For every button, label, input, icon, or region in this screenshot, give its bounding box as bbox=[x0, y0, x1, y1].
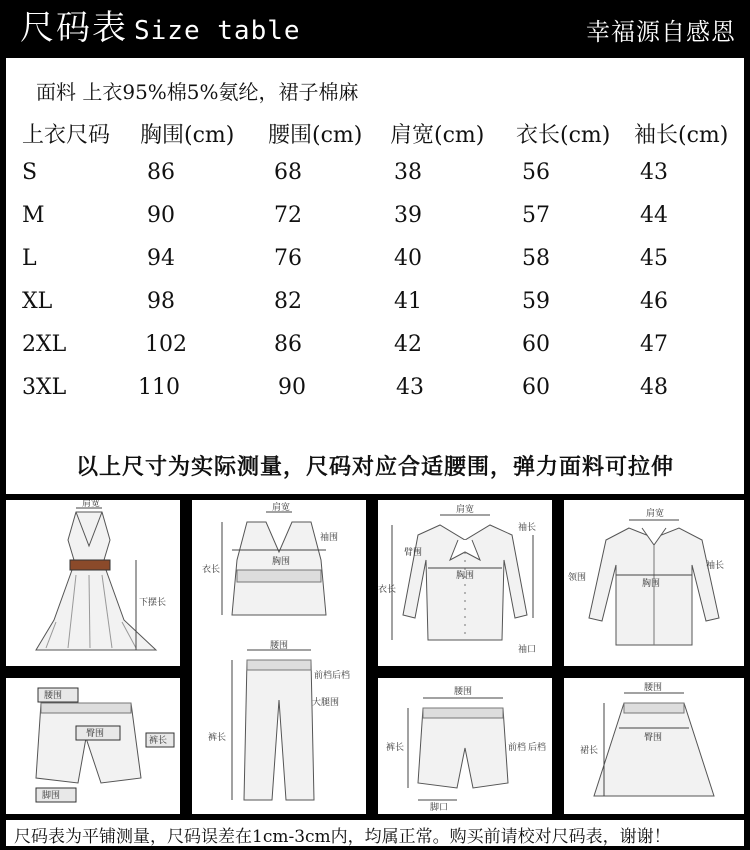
shorts-hip-label: 臀围 bbox=[86, 729, 105, 739]
table-header-cell: 袖长(cm) bbox=[634, 123, 729, 148]
table-value-cell: 110 bbox=[138, 375, 180, 400]
table-value-cell: 58 bbox=[522, 246, 550, 271]
pants-back-rise-label: 后档 bbox=[332, 671, 351, 681]
table-value-cell: 86 bbox=[274, 332, 302, 357]
table-size-cell: 3XL bbox=[22, 375, 67, 400]
table-value-cell: 76 bbox=[274, 246, 302, 271]
brand-slogan: 幸福源自感恩 bbox=[586, 18, 736, 46]
blouse-sleeve-label: 袖长 bbox=[518, 523, 537, 533]
table-value-cell: 68 bbox=[274, 160, 302, 185]
skirt-waist-label: 腰围 bbox=[644, 683, 663, 693]
table-value-cell: 38 bbox=[394, 160, 422, 185]
table-size-cell: L bbox=[22, 246, 37, 271]
table-value-cell: 57 bbox=[522, 203, 550, 228]
top-shoulder-label: 肩宽 bbox=[272, 503, 291, 513]
measure-note: 以上尺寸为实际测量，尺码对应合适腰围，弹力面料可拉伸 bbox=[75, 454, 674, 480]
diagram-area bbox=[0, 494, 750, 820]
blouse-diagram bbox=[378, 500, 552, 666]
table-value-cell: 43 bbox=[640, 160, 668, 185]
footer-box bbox=[6, 820, 744, 846]
top-chest-label: 胸围 bbox=[272, 557, 291, 567]
hot-shorts-front-rise-label: 前档 bbox=[508, 743, 527, 753]
table-header-cell: 肩宽(cm) bbox=[390, 123, 485, 148]
blouse-armhole-label: 臂围 bbox=[404, 548, 423, 558]
table-size-cell: M bbox=[22, 203, 45, 228]
table-size-cell: S bbox=[22, 160, 38, 185]
title-bar bbox=[0, 0, 750, 58]
shorts-hem-label: 脚围 bbox=[42, 791, 61, 801]
table-value-cell: 90 bbox=[278, 375, 306, 400]
shorts-waist-label: 腰围 bbox=[44, 691, 63, 701]
table-size-cell: 2XL bbox=[22, 332, 67, 357]
table-value-cell: 56 bbox=[522, 160, 550, 185]
table-value-cell: 102 bbox=[145, 332, 187, 357]
blouse-length-label: 衣长 bbox=[378, 585, 397, 595]
shirt-diagram bbox=[564, 500, 744, 666]
dress-shoulder-label: 肩宽 bbox=[82, 500, 101, 509]
table-value-cell: 41 bbox=[394, 289, 422, 314]
table-value-cell: 72 bbox=[274, 203, 302, 228]
pants-front-rise-label: 前档 bbox=[314, 671, 333, 681]
size-info bbox=[0, 58, 750, 494]
hot-shorts-hem-label: 脚口 bbox=[430, 803, 449, 813]
title-en: Size table bbox=[134, 16, 301, 46]
dress-length-label: 下摆长 bbox=[139, 598, 167, 608]
table-value-cell: 48 bbox=[640, 375, 668, 400]
skirt-hip-label: 臀围 bbox=[644, 733, 663, 743]
table-value-cell: 40 bbox=[394, 246, 422, 271]
table-value-cell: 59 bbox=[522, 289, 550, 314]
top-pants-diagram bbox=[192, 500, 366, 814]
table-value-cell: 47 bbox=[640, 332, 668, 357]
pants-waist-label: 腰围 bbox=[270, 641, 289, 651]
shirt-shoulder-label: 肩宽 bbox=[646, 509, 665, 519]
hot-shorts-diagram bbox=[378, 678, 552, 814]
shirt-sleeve-label: 袖长 bbox=[706, 561, 725, 571]
blouse-chest-label: 胸围 bbox=[456, 571, 475, 581]
table-header-cell: 衣长(cm) bbox=[516, 123, 611, 148]
skirt-length-label: 裙长 bbox=[580, 746, 599, 756]
table-header-cell: 腰围(cm) bbox=[268, 123, 363, 148]
pants-length-label: 裤长 bbox=[208, 733, 227, 743]
table-value-cell: 39 bbox=[394, 203, 422, 228]
table-value-cell: 42 bbox=[394, 332, 422, 357]
skirt-diagram bbox=[564, 678, 744, 814]
fabric-note: 面料 上衣95%棉5%氨纶，裙子棉麻 bbox=[36, 80, 359, 104]
table-value-cell: 94 bbox=[147, 246, 175, 271]
shorts-length-label: 裤长 bbox=[149, 736, 168, 746]
table-value-cell: 60 bbox=[522, 375, 550, 400]
top-length-label: 衣长 bbox=[202, 565, 221, 575]
page-title bbox=[20, 6, 301, 53]
hot-shorts-back-rise-label: 后档 bbox=[528, 743, 547, 753]
table-value-cell: 45 bbox=[640, 246, 668, 271]
table-value-cell: 82 bbox=[274, 289, 302, 314]
table-value-cell: 60 bbox=[522, 332, 550, 357]
table-value-cell: 46 bbox=[640, 289, 668, 314]
table-value-cell: 98 bbox=[147, 289, 175, 314]
hot-shorts-waist-label: 腰围 bbox=[454, 687, 473, 697]
dress-diagram bbox=[6, 500, 180, 666]
table-size-cell: XL bbox=[22, 289, 53, 314]
blouse-cuff-label: 袖口 bbox=[518, 645, 537, 655]
top-armhole-label: 袖围 bbox=[320, 533, 339, 543]
footer-note: 尺码表为平铺测量，尺码误差在1cm-3cm内，均属正常。购买前请校对尺码表，谢谢！ bbox=[14, 827, 671, 847]
shorts-diagram bbox=[6, 678, 180, 814]
table-header-cell: 上衣尺码 bbox=[22, 123, 111, 148]
pants-thigh-label: 大腿围 bbox=[312, 698, 340, 708]
blouse-shoulder-label: 肩宽 bbox=[456, 505, 475, 515]
table-value-cell: 86 bbox=[147, 160, 175, 185]
footer-bar bbox=[0, 816, 750, 850]
shirt-collar-label: 领围 bbox=[568, 573, 587, 583]
hot-shorts-length-label: 裤长 bbox=[386, 743, 405, 753]
shirt-chest-label: 胸围 bbox=[642, 579, 661, 589]
table-value-cell: 44 bbox=[640, 203, 668, 228]
table-value-cell: 90 bbox=[147, 203, 175, 228]
table-header-cell: 胸围(cm) bbox=[140, 123, 235, 148]
title-cn: 尺码表 bbox=[20, 8, 128, 48]
table-value-cell: 43 bbox=[396, 375, 424, 400]
